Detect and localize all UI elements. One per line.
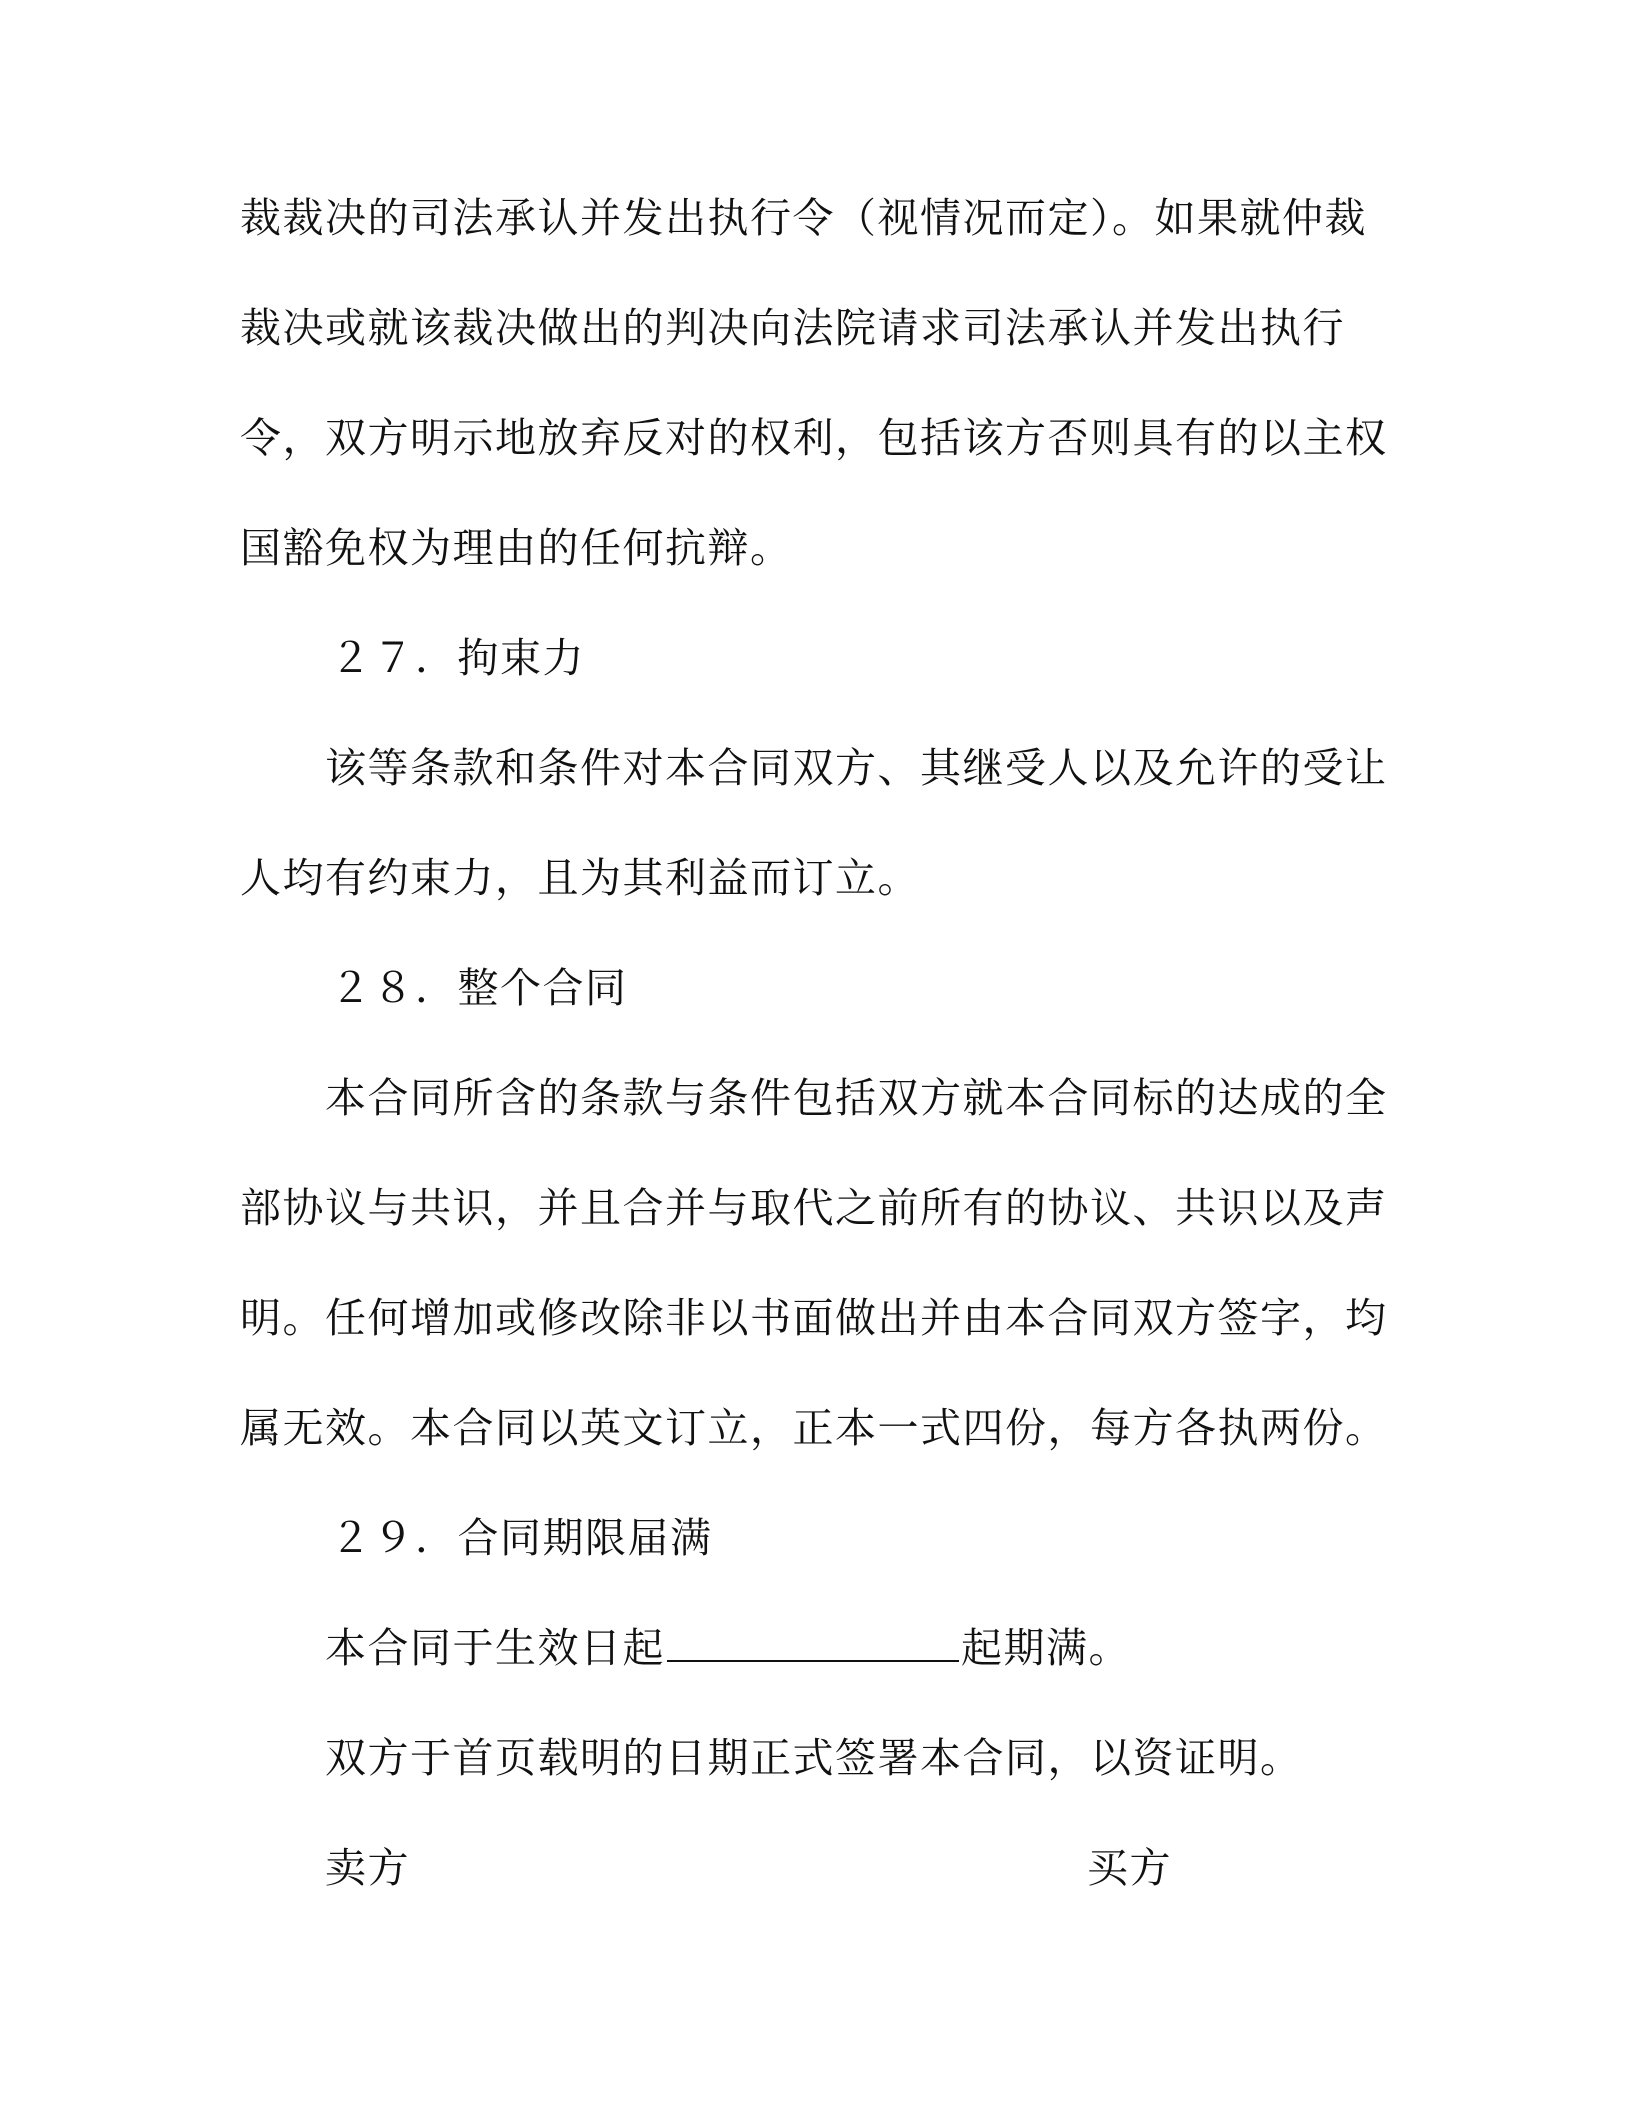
paragraph-line: 明。任何增加或修改除非以书面做出并由本合同双方签字，均 <box>240 1294 1388 1342</box>
expiry-clause <box>325 1620 1131 1676</box>
paragraph-line: 部协议与共识，并且合并与取代之前所有的协议、共识以及声 <box>240 1184 1388 1232</box>
paragraph-line: 该等条款和条件对本合同双方、其继受人以及允许的受让 <box>325 744 1388 792</box>
section-heading-27: ２７．拘束力 <box>330 634 585 682</box>
seller-signature-label: 卖方 <box>325 1844 410 1892</box>
closing-statement: 双方于首页载明的日期正式签署本合同，以资证明。 <box>325 1734 1303 1782</box>
paragraph-line: 国豁免权为理由的任何抗辩。 <box>240 524 793 572</box>
buyer-signature-label: 买方 <box>1087 1844 1172 1892</box>
paragraph-line: 令，双方明示地放弃反对的权利，包括该方否则具有的以主权 <box>240 414 1388 462</box>
paragraph-line: 属无效。本合同以英文订立，正本一式四份，每方各执两份。 <box>240 1404 1388 1452</box>
paragraph-line: 人均有约束力，且为其利益而订立。 <box>240 854 920 902</box>
expiry-clause-suffix: 起期满。 <box>961 1624 1131 1672</box>
section-heading-29: ２９．合同期限届满 <box>330 1514 713 1562</box>
expiry-clause-prefix: 本合同于生效日起 <box>325 1624 665 1672</box>
paragraph-line: 本合同所含的条款与条件包括双方就本合同标的达成的全 <box>325 1074 1388 1122</box>
paragraph-line: 裁裁决的司法承认并发出执行令（视情况而定）。如果就仲裁 <box>240 194 1367 242</box>
paragraph-line: 裁决或就该裁决做出的判决向法院请求司法承认并发出执行 <box>240 304 1345 352</box>
expiry-date-blank[interactable] <box>667 1620 959 1662</box>
section-heading-28: ２８．整个合同 <box>330 964 628 1012</box>
